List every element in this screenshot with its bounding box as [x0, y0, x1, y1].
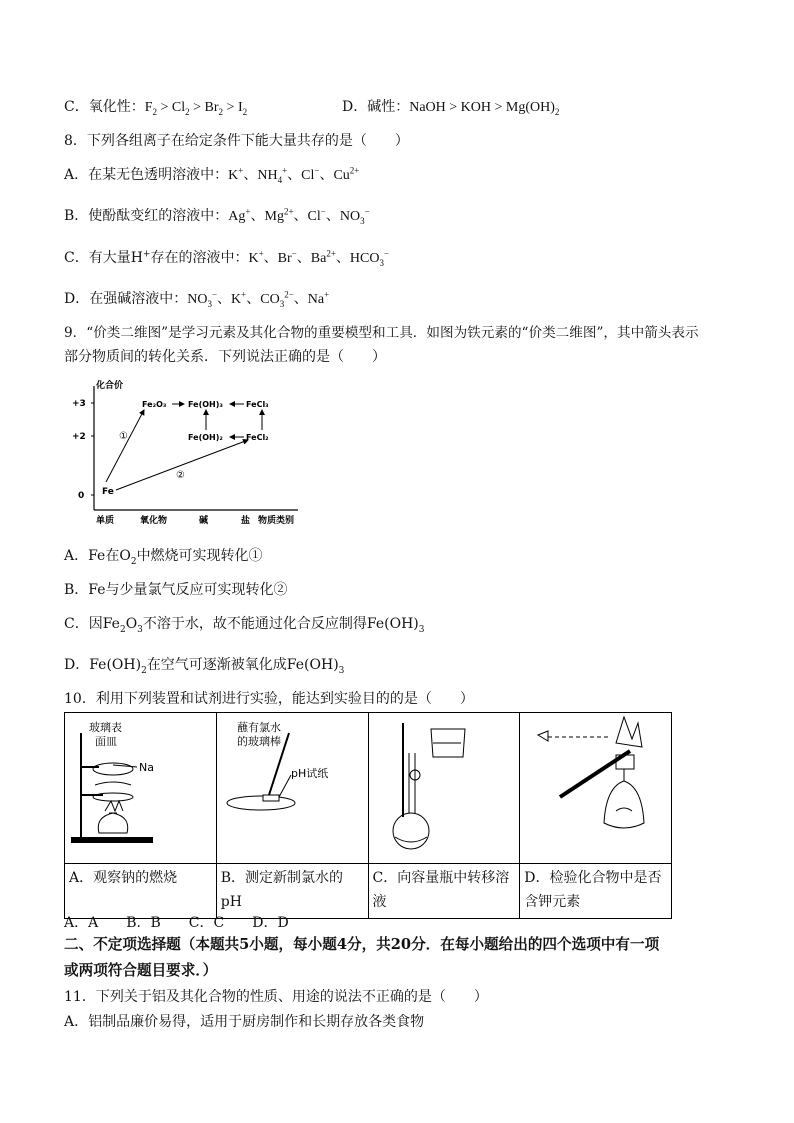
- q9-option-a: A．Fe在$O_2$中燃烧可实现转化①: [64, 548, 263, 567]
- caption-d: D．检验化合物中是否含钾元素: [520, 864, 672, 919]
- y-axis-label: 化合价: [96, 381, 124, 391]
- species-fe2o3: Fe₂O₃: [142, 400, 167, 409]
- q9-option-b: B．Fe与少量氯气反应可实现转化②: [64, 582, 288, 598]
- q9-stem-1: 9．“价类二维图”是学习元素及其化合物的重要模型和工具．如图为铁元素的“价类二维图”，其中箭头表示: [64, 325, 699, 341]
- xtick-oxide: 氧化物: [140, 516, 168, 526]
- q9-option-c: C．因$Fe_2O_3$不溶于水，故不能通过化合反应制得$Fe(OH)_3$: [64, 616, 425, 635]
- caption-c: C．向容量瓶中转移溶液: [368, 864, 520, 919]
- species-fecl2: FeCl₂: [246, 433, 269, 442]
- q8-option-d: D．在强碱溶液中：$NO_3^-$、K+、$CO_3^{2-}$、Na+: [64, 289, 330, 309]
- svg-text:Na: Na: [139, 761, 154, 774]
- figure-a: [65, 713, 217, 864]
- figure-c: [368, 713, 520, 864]
- ytick-+2: +2: [72, 432, 86, 442]
- q8-option-b: B．使酚酞变红的溶液中：Ag+、$Mg^{2+}$、Cl−、$NO_3^-$: [64, 206, 370, 226]
- svg-text:pH试纸: pH试纸: [290, 767, 329, 780]
- q11-stem: 11．下列关于铝及其化合物的性质、用途的说法不正确的是（ ）: [64, 989, 488, 1005]
- q10-stem: 10．利用下列装置和试剂进行实验，能达到实验目的的是（ ）: [64, 691, 474, 707]
- svg-text:玻璃表: 玻璃表: [89, 721, 122, 734]
- caption-b: B．测定新制氯水的pH: [216, 864, 368, 919]
- x-axis-label: 物质类别: [258, 516, 295, 526]
- caption-a: A．观察钠的燃烧: [65, 864, 217, 919]
- ytick-+3: +3: [72, 399, 86, 409]
- q9-option-d: D．$Fe(OH)_2$在空气可逐渐被氧化成$Fe(OH)_3$: [64, 657, 345, 676]
- section-2-heading-1: 二、不定项选择题（本题共5小题，每小题4分，共20分．在每小题给出的四个选项中有一项: [64, 936, 660, 953]
- xtick-salt: 盐: [241, 516, 251, 526]
- xtick-element: 单质: [96, 516, 115, 526]
- q9-stem-2: 部分物质间的转化关系．下列说法正确的是（ ）: [64, 349, 386, 365]
- iron-valence-class-diagram: [66, 378, 306, 528]
- label-2: ②: [176, 470, 185, 481]
- q8-option-a: A．在某无色透明溶液中：K+、$NH_4^+$、Cl−、$Cu^{2+}$: [64, 165, 360, 185]
- q7-option-c: C．氧化性：$F_2 > Cl_2 > Br_2 > I_2$: [64, 99, 248, 117]
- q7-option-d: D．碱性：NaOH > KOH > $Mg(OH)_2$: [342, 99, 560, 117]
- svg-text:蘸有氯水: 蘸有氯水: [236, 721, 281, 734]
- q8-stem: 8．下列各组离子在给定条件下能大量共存的是（ ）: [64, 133, 409, 149]
- species-feoh3: Fe(OH)₃: [188, 400, 223, 409]
- species-fecl3: FeCl₃: [246, 400, 269, 409]
- figure-d: [520, 713, 672, 864]
- ytick-0: 0: [78, 491, 85, 501]
- q10-choices: A．A B．B C．C D．D: [64, 915, 289, 931]
- q11-option-a: A．铝制品廉价易得，适用于厨房制作和长期存放各类食物: [64, 1014, 425, 1030]
- svg-text:的玻璃棒: 的玻璃棒: [236, 735, 281, 748]
- figure-b: [216, 713, 368, 864]
- section-2-heading-2: 或两项符合题目要求．）: [64, 962, 218, 979]
- species-feoh2: Fe(OH)₂: [188, 433, 223, 442]
- xtick-base: 碱: [199, 516, 209, 526]
- label-1: ①: [119, 431, 128, 442]
- q8-option-c: C．有大量H+存在的溶液中：K+、Br−、$Ba^{2+}$、$HCO_3^-$: [64, 248, 390, 268]
- q10-apparatus-table: [64, 712, 672, 919]
- svg-text:面皿: 面皿: [95, 735, 117, 748]
- species-fe: Fe: [102, 487, 114, 497]
